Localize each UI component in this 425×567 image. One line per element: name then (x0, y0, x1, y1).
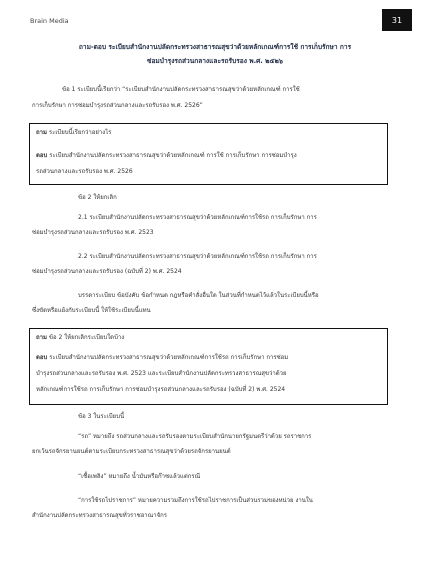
article2-heading: ข้อ 2 ให้ยกเลิก (78, 194, 117, 201)
article2-item2-line2: ซ่อมบำรุงรถส่วนกลางและรถรับรอง (ฉบับที่ 2) พ.ศ. 2524 (32, 268, 182, 275)
header-brand: Brain Media (30, 17, 69, 25)
article2-item1-line2: ซ่อมบำรุงรถส่วนกลางและรถรับรอง พ.ศ. 2523 (32, 229, 154, 236)
qa1-answer-line1 (36, 152, 297, 160)
qa1-q-label: ถาม (36, 129, 47, 136)
qa2-box (29, 328, 388, 405)
article3-def3-line1: “การใช้รถไปราชการ” หมายความรวมถึงการใช้รถไปราชการเป็นส่วนรวมของหน่วย งานใน (78, 497, 313, 504)
article2-extra-line1: บรรดาระเบียบ ข้อบังคับ ข้อกำหนด กฎหรือคำสั่งอื่นใด ในส่วนที่กำหนดไว้แล้วในระเบียบนี้หรือ (78, 292, 319, 299)
qa1-q-text: ระเบียบนี้เรียกว่าอย่างไร (48, 129, 112, 136)
page-title-line2: ซ่อมบำรุงรถส่วนกลางและรถรับรอง พ.ศ. ๒๕๒๖ (147, 57, 283, 65)
qa1-a-label: ตอบ (36, 152, 48, 159)
article3-def3-line2: สำนักงานปลัดกระทรวงสาธารณสุขทั่วราชอาณาจักร (32, 512, 167, 519)
qa1-answer-line2: รถส่วนกลางและรถรับรอง พ.ศ. 2526 (36, 168, 133, 175)
qa2-q-label: ถาม (36, 334, 47, 341)
article3-def2-line1: “เชื้อเพลิง” หมายถึง น้ำมันหรือก๊าซแล้วแต่กรณี (78, 473, 201, 480)
article3-def1-line2: ยกเว้นรถจักรยานยนต์ตามระเบียบกระทรวงสาธารณสุขว่าด้วยรถจักรยานยนต์ (32, 448, 231, 455)
article1-line2: การเก็บรักษา การซ่อมบำรุงรถส่วนกลางและรถรับรอง พ.ศ. 2526” (32, 102, 203, 109)
article2-extra-line2: ซึ่งขัดหรือแย้งกับระเบียบนี้ ให้ใช้ระเบียบนี้แทน (32, 307, 151, 314)
qa2-answer-line1 (36, 354, 288, 362)
qa2-answer-line3: หลักเกณฑ์การใช้รถ การเก็บรักษา การซ่อมบำรุงรถส่วนกลางและรถรับรอง (ฉบับที่ 2) พ.ศ. 2524 (36, 386, 286, 393)
article1-line1: ข้อ 1 ระเบียบนี้เรียกว่า “ระเบียบสำนักงานปลัดกระทรวงสาธารณสุขว่าด้วยหลักเกณฑ์ การใช้ (62, 86, 300, 93)
article3-def1-line1: “รถ” หมายถึง รถส่วนกลางและรถรับรองตามระเบียบสำนักนายกรัฐมนตรีว่าด้วย รถราชการ (78, 433, 312, 440)
qa2-question (36, 334, 124, 342)
qa2-q-text: ข้อ 2 ให้ยกเลิกระเบียบใดบ้าง (48, 334, 125, 341)
qa2-a-label: ตอบ (36, 354, 48, 361)
page-title-line1: ถาม-ตอบ ระเบียบสำนักงานปลัดกระทรวงสาธารณสุขว่าด้วยหลักเกณฑ์การใช้ การเก็บรักษา การ (78, 43, 352, 51)
article2-item2-line1: 2.2 ระเบียบสำนักงานปลัดกระทรวงสาธารณสุขว่าด้วยหลักเกณฑ์การใช้รถ การเก็บรักษา การ (78, 253, 317, 260)
qa2-a-line1: ระเบียบสำนักงานปลัดกระทรวงสาธารณสุขว่าด้วยหลักเกณฑ์การใช้รถ การเก็บรักษา การซ่อม (49, 354, 289, 361)
article3-heading: ข้อ 3 ในระเบียบนี้ (78, 413, 125, 420)
qa2-answer-line2: บำรุงรถส่วนกลางและรถรับรอง พ.ศ. 2523 และระเบียบสำนักงานปลัดกระทรวงสาธารณสุขว่าด้วย (36, 370, 287, 377)
qa1-question (36, 129, 111, 137)
page-number: 31 (382, 9, 412, 31)
qa1-a-line1: ระเบียบสำนักงานปลัดกระทรวงสาธารณสุขว่าด้วยหลักเกณฑ์ การใช้ การเก็บรักษา การซ่อมบำรุง (49, 152, 297, 159)
qa1-box (29, 123, 388, 185)
article2-item1-line1: 2.1 ระเบียบสำนักงานปลัดกระทรวงสาธารณสุขว่าด้วยหลักเกณฑ์การใช้รถ การเก็บรักษา การ (78, 214, 317, 221)
